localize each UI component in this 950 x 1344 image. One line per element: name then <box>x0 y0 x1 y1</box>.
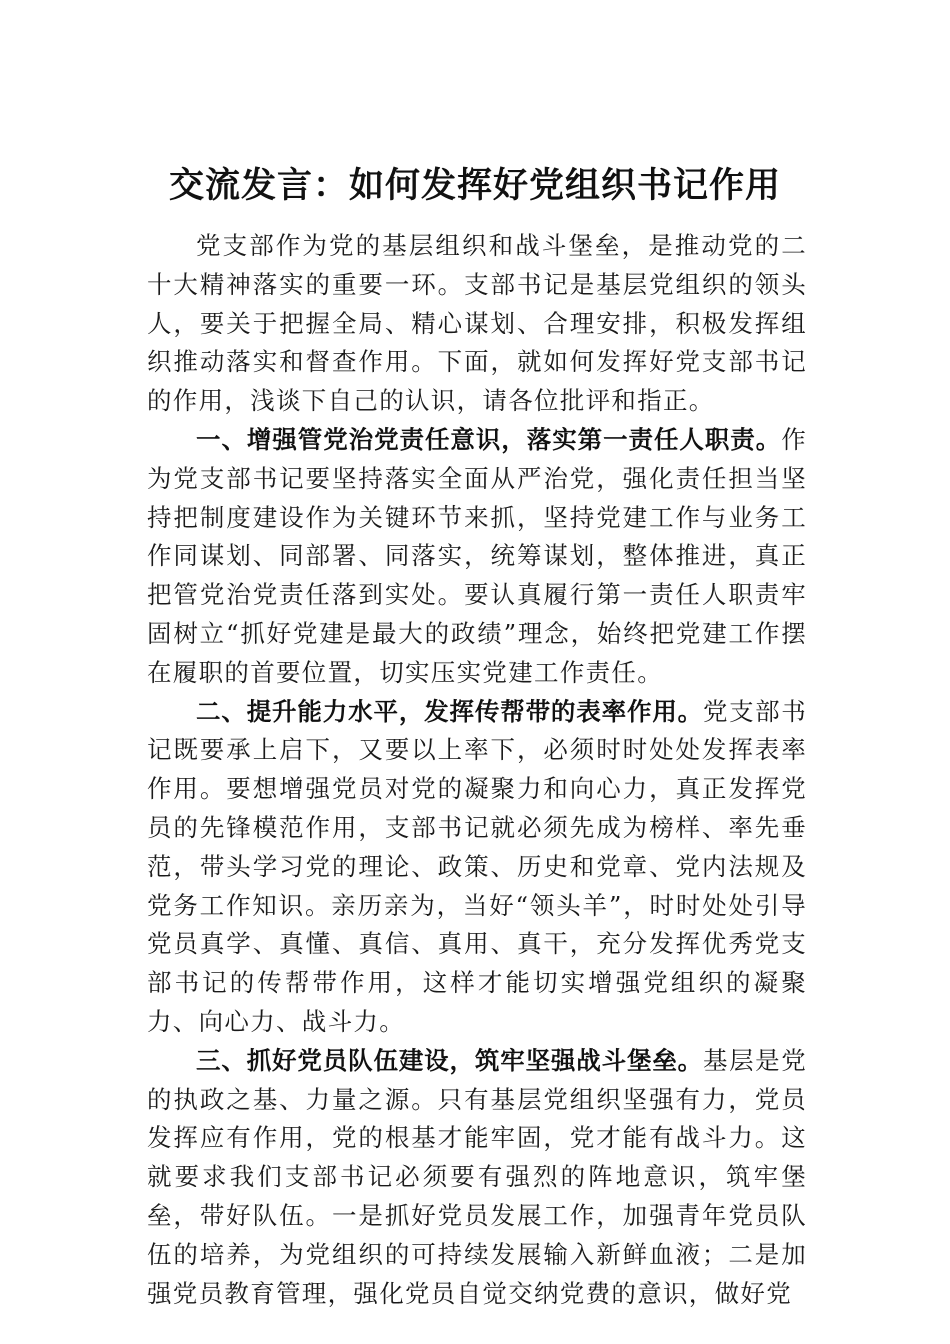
section-text-3: 基层是党的执政之基、力量之源。只有基层党组织坚强有力，党员发挥应有作用，党的根基才能牢固，党才能有战斗力。这就要求我们支部书记必须要有强烈的阵地意识，筑牢堡垒，带好队伍。一是抓好党员发展工作，加强青年党员队伍的培养，为党组织的可持续发展输入新鲜血液；二是加强党员教育管理，强化党员自觉交纳党费的意识，做好党 <box>147 1045 808 1308</box>
section-heading-1: 一、增强管党治党责任意识，落实第一责任人职责。 <box>196 424 782 454</box>
section-paragraph-2 <box>147 693 807 1042</box>
section-paragraph-1 <box>147 421 807 693</box>
document-body <box>147 227 807 1313</box>
section-heading-2: 二、提升能力水平，发挥传帮带的表率作用。 <box>196 696 704 726</box>
section-text-2: 党支部书记既要承上启下，又要以上率下，必须时时处处发挥表率作用。要想增强党员对党的凝聚力和向心力，真正发挥党员的先锋模范作用，支部书记就必须先成为榜样、率先垂范，带头学习党的理论、政策、历史和党章、党内法规及党务工作知识。亲历亲为，当好“领头羊”，时时处处引导党员真学、真懂、真信、真用、真干，充分发挥优秀党支部书记的传帮带作用，这样才能切实增强党组织的凝聚力、向心力、战斗力。 <box>147 696 808 1036</box>
section-text-1: 作为党支部书记要坚持落实全面从严治党，强化责任担当坚持把制度建设作为关键环节来抓，坚持党建工作与业务工作同谋划、同部署、同落实，统筹谋划，整体推进，真正把管党治党责任落到实处。要认真履行第一责任人职责牢固树立“抓好党建是最大的政绩”理念，始终把党建工作摆在履职的首要位置，切实压实党建工作责任。 <box>147 424 807 687</box>
intro-paragraph: 党支部作为党的基层组织和战斗堡垒，是推动党的二十大精神落实的重要一环。支部书记是基层党组织的领头人，要关于把握全局、精心谋划、合理安排，积极发挥组织推动落实和督查作用。下面，就如何发挥好党支部书记的作用，浅谈下自己的认识，请各位批评和指正。 <box>147 231 807 416</box>
section-heading-3: 三、抓好党员队伍建设，筑牢坚强战斗堡垒。 <box>196 1045 704 1075</box>
section-paragraph-3 <box>147 1042 807 1314</box>
document-title: 交流发言：如何发挥好党组织书记作用 <box>168 165 781 206</box>
